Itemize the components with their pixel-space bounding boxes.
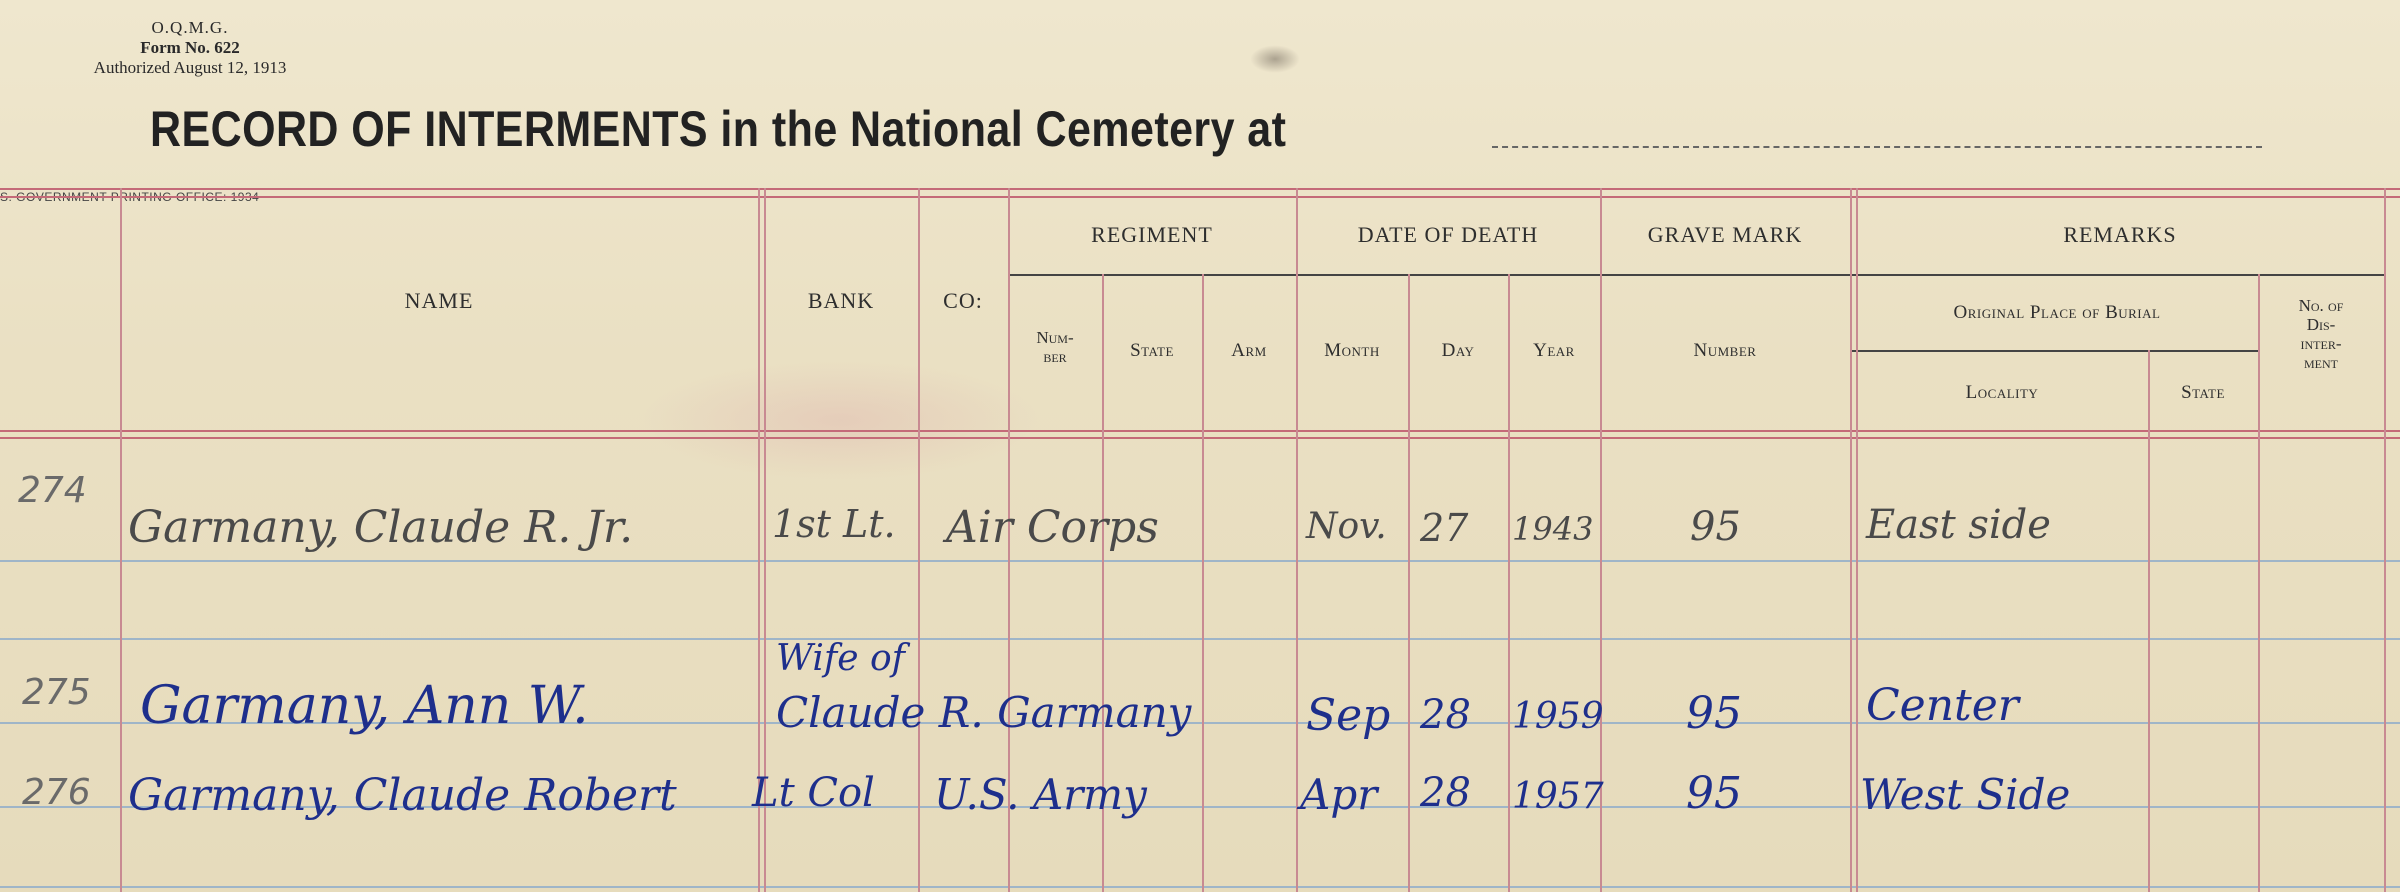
header-disinterment-l1: No. of — [2298, 296, 2344, 315]
cemetery-name-blank — [1492, 146, 2262, 148]
record-co-regiment: Air Corps — [946, 502, 1159, 553]
row-rule — [0, 638, 2400, 640]
column-rule — [1850, 188, 1852, 892]
row-number: 275 — [22, 672, 91, 713]
record-co-regiment: Claude R. Garmany — [776, 688, 1192, 737]
header-regiment-number-l1: Num- — [1036, 328, 1074, 347]
header-grave-number: Number — [1693, 340, 1757, 361]
record-rank: 1st Lt. — [772, 502, 896, 546]
record-locality: East side — [1866, 502, 2051, 548]
smudge — [1250, 45, 1300, 73]
header-bottom-rule-2 — [0, 437, 2400, 439]
form-office: O.Q.M.G. — [151, 18, 229, 37]
record-grave-number: 95 — [1690, 504, 1741, 550]
header-regiment: REGIMENT — [1091, 222, 1213, 247]
row-number: 276 — [22, 772, 91, 813]
column-rule — [1408, 274, 1410, 892]
column-rule — [2384, 188, 2386, 892]
column-rule — [1856, 188, 1858, 892]
header-disinterment-l2: Dis- — [2306, 315, 2336, 334]
water-stain — [640, 360, 1040, 480]
record-grave-number: 95 — [1686, 688, 1742, 739]
header-regiment-number — [1008, 328, 1102, 366]
record-month: Nov. — [1306, 506, 1387, 547]
record-day: 27 — [1420, 506, 1469, 550]
header-disinterment — [2258, 296, 2384, 372]
header-burial-state: State — [2181, 382, 2225, 403]
header-month: Month — [1324, 340, 1380, 361]
row-rule — [0, 886, 2400, 888]
row-rule — [0, 560, 2400, 562]
record-grave-number: 95 — [1686, 768, 1742, 819]
header-rank: BANK — [807, 288, 875, 313]
header-regiment-number-l2: ber — [1043, 347, 1067, 366]
record-name: Garmany, Claude R. Jr. — [128, 502, 634, 553]
header-remarks: REMARKS — [2063, 222, 2177, 247]
record-co-regiment: U.S. Army — [934, 770, 1147, 819]
header-regiment-arm: Arm — [1231, 340, 1267, 361]
header-day: Day — [1441, 340, 1475, 361]
header-regiment-state: State — [1130, 340, 1174, 361]
header-top-rule — [0, 188, 2400, 190]
burial-divider — [1850, 350, 2258, 352]
header-disinterment-l3: inter- — [2300, 334, 2342, 353]
record-month: Sep — [1306, 690, 1391, 741]
record-year: 1957 — [1512, 776, 1604, 817]
record-day: 28 — [1420, 692, 1471, 738]
header-date-of-death: DATE OF DEATH — [1357, 222, 1539, 247]
header-grave-mark: GRAVE MARK — [1647, 222, 1803, 247]
record-day: 28 — [1420, 770, 1471, 816]
column-rule — [1296, 188, 1298, 892]
form-identifier — [40, 18, 340, 78]
record-rank: Lt Col — [752, 770, 875, 816]
header-disinterment-l4: ment — [2304, 353, 2338, 372]
record-year: 1959 — [1512, 696, 1604, 737]
row-number: 274 — [18, 470, 87, 511]
record-rank: Wife of — [776, 638, 905, 679]
header-locality: Locality — [1965, 382, 2039, 403]
page-title: RECORD OF INTERMENTS in the National Cemetery at — [150, 101, 1287, 157]
record-locality: Center — [1866, 680, 2019, 731]
column-rule — [1508, 274, 1510, 892]
column-rule — [1202, 274, 1204, 892]
record-locality: West Side — [1860, 770, 2071, 819]
header-name: NAME — [404, 288, 474, 313]
record-month: Apr — [1300, 770, 1378, 819]
header-bottom-rule — [0, 430, 2400, 432]
header-co: CO: — [943, 288, 983, 313]
record-name: Garmany, Ann W. — [140, 676, 589, 736]
column-rule — [2148, 350, 2150, 892]
record-name: Garmany, Claude Robert — [128, 770, 677, 821]
form-number: Form No. 622 — [140, 38, 240, 57]
header-year: Year — [1533, 340, 1575, 361]
form-authorized: Authorized August 12, 1913 — [93, 58, 287, 77]
record-year: 1943 — [1512, 510, 1594, 548]
header-top-rule-2 — [0, 196, 2400, 198]
header-original-place: Original Place of Burial — [1953, 302, 2161, 323]
regiment-divider — [1008, 274, 2384, 276]
